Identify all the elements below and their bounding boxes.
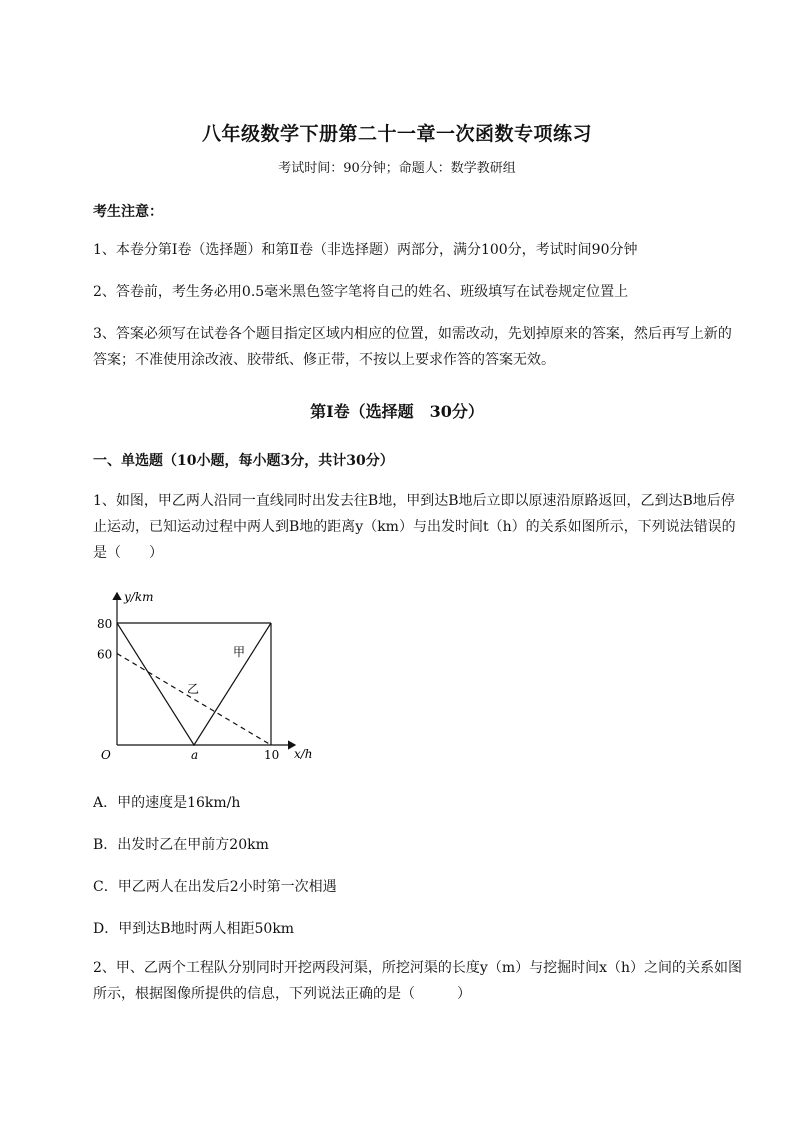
question-1-text: 1、如图，甲乙两人沿同一直线同时出发去往B地，甲到达B地后立即以原速沿原路返回，乙到达B地后停止运动，已知运动过程中两人到B地的距离y（km）与出发时间t（h）的关系如图所示，下列说法错误的是（ ） <box>93 493 736 561</box>
option-a: A．甲的速度是16km/h <box>93 795 241 811</box>
series-line-yi <box>117 654 271 746</box>
notice-item-2: 2、答卷前，考生务必用0.5毫米黑色签字笔将自己的姓名、班级填写在试卷规定位置上 <box>93 284 629 300</box>
notice-item-1: 1、本卷分第I卷（选择题）和第Ⅱ卷（非选择题）两部分，满分100分，考试时间90分钟 <box>93 242 638 258</box>
series-label-yi: 乙 <box>187 682 200 696</box>
y-tick-label-60: 60 <box>97 647 113 662</box>
notice-item-3: 3、答案必须写在试卷各个题目指定区域内相应的位置，如需改动，先划掉原来的答案，然后再写上新的答案；不准使用涂改液、胶带纸、修正带，不按以上要求作答的答案无效。 <box>93 326 732 368</box>
x-tick-label-a: a <box>191 748 199 762</box>
y-axis-label: y/km <box>124 590 154 604</box>
part-heading: 一、单选题（10小题，每小题3分，共计30分） <box>93 453 394 469</box>
exam-info: 考试时间：90分钟；命题人：数学教研组 <box>278 161 516 176</box>
x-tick-label-10: 10 <box>264 748 280 762</box>
section-title: 第I卷（选择题 30分） <box>310 402 484 421</box>
notice-heading: 考生注意： <box>93 204 163 220</box>
question-2-text: 2、甲、乙两个工程队分别同时开挖两段河渠，所挖河渠的长度y（m）与挖掘时间x（h）之间的关系如图所示，根据图像所提供的信息，下列说法正确的是（ ） <box>93 960 743 1002</box>
function-graph <box>88 585 338 770</box>
y-tick-label-80: 80 <box>97 617 113 631</box>
option-c: C．甲乙两人在出发后2小时第一次相遇 <box>93 879 337 895</box>
x-axis-label: x/h <box>294 747 313 761</box>
series-label-jia: 甲 <box>233 645 246 659</box>
page-title: 八年级数学下册第二十一章一次函数专项练习 <box>201 123 592 145</box>
origin-label: O <box>101 748 111 762</box>
option-d: D．甲到达B地时两人相距50km <box>93 921 295 937</box>
option-b: B．出发时乙在甲前方20km <box>93 837 269 853</box>
